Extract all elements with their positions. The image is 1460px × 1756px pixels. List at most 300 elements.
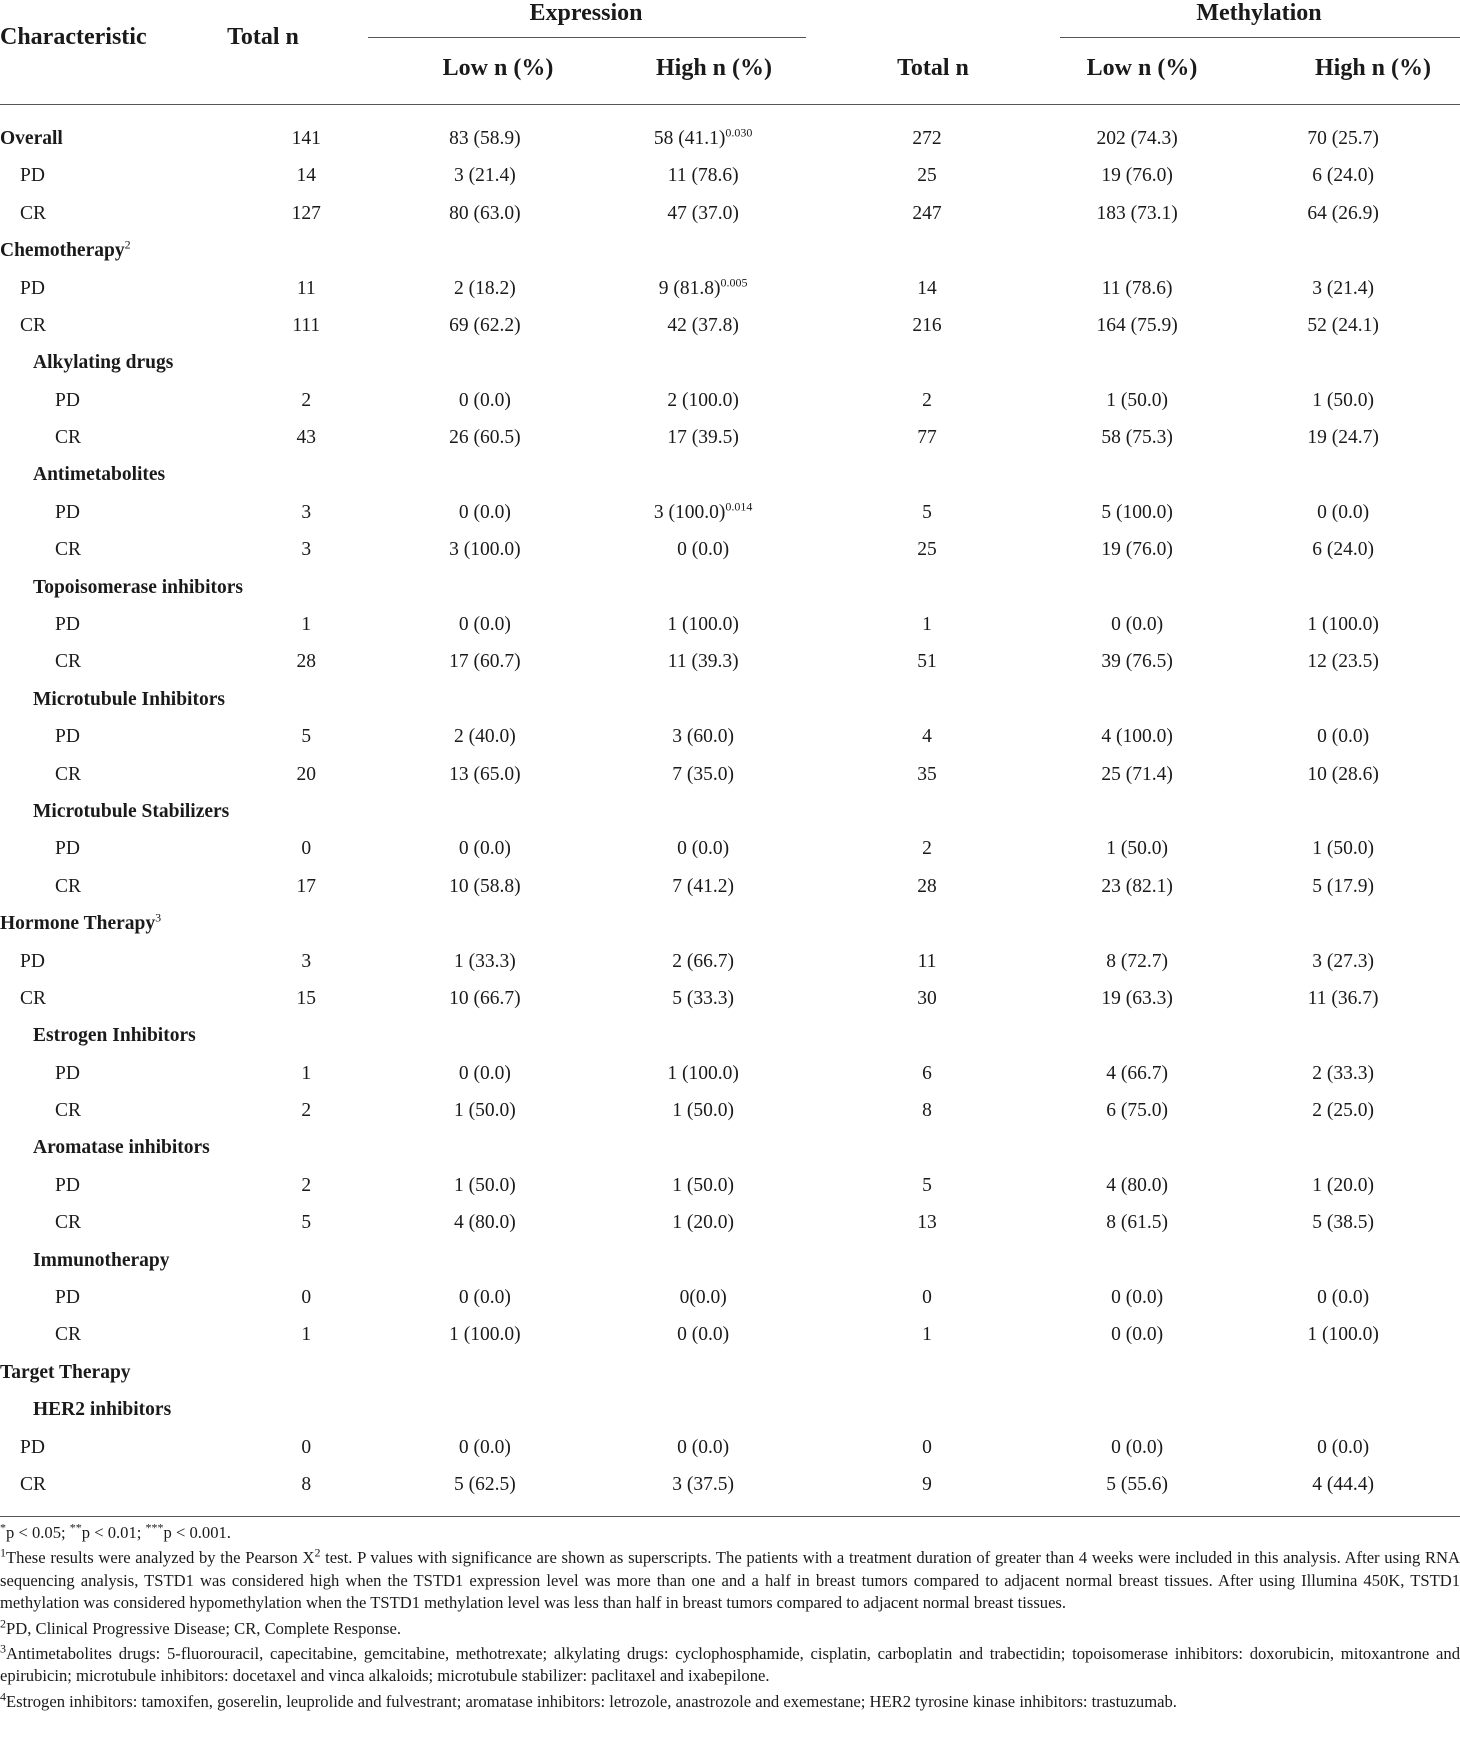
row-label: Microtubule Inhibitors — [33, 688, 225, 710]
table-row — [0, 457, 1460, 494]
expression-high-cell: 0 (0.0) — [677, 838, 730, 860]
expression-low-cell: 0 (0.0) — [458, 1436, 511, 1458]
table-row — [0, 1204, 1460, 1241]
expression-high-cell: 11 (78.6) — [667, 165, 739, 187]
expression-total-n-cell: 15 — [296, 987, 316, 1009]
methylation-low-cell: 202 (74.3) — [1096, 127, 1178, 149]
expression-high-cell — [600, 569, 806, 606]
table-row — [0, 830, 1460, 867]
methylation-high-cell — [1226, 1242, 1460, 1279]
row-label: PD — [20, 277, 45, 299]
expression-total-n-cell: 111 — [292, 314, 321, 336]
methylation-high-cell — [1226, 905, 1460, 942]
row-label: Chemotherapy$^2$ — [0, 237, 131, 262]
expression-high-cell: 2 (100.0) — [667, 389, 739, 411]
table-row — [0, 1354, 1460, 1391]
expression-low-cell — [369, 793, 600, 830]
table-row — [0, 1242, 1460, 1279]
row-label: CR — [55, 651, 82, 673]
methylation-total-n-cell: 13 — [917, 1212, 937, 1234]
methylation-low-cell: 0 (0.0) — [1111, 614, 1164, 636]
methylation-total-n-cell: 5 — [922, 501, 932, 523]
table-body — [0, 120, 1460, 1503]
methylation-high-cell — [1226, 681, 1460, 718]
expression-total-n-cell: 8 — [301, 1474, 312, 1495]
expression-high-cell — [600, 1242, 806, 1279]
footnote-3: $^3$Antimetabolites drugs: 5-fluorouracil, capecitabine, gemcitabine, methotrexate; alkylating drugs: cyclophosphamide, cisplatin, carboplatin and trabectidin; topoisomerase inhibitors: doxorubicin, mitoxantrone and epirubicin; microtubule inhibitors: docetaxel and vinca alkaloids; microtubule stabilizer: paclitaxel and ixabepilone. — [0, 1641, 1460, 1686]
expression-high-cell: 0 (0.0) — [677, 539, 730, 561]
methylation-total-n-cell: 14 — [917, 277, 937, 299]
expression-total-n-cell — [243, 905, 369, 942]
table-row — [0, 569, 1460, 606]
expression-high-cell: 7 (41.2) — [672, 875, 735, 897]
methylation-low-cell: 164 (75.9) — [1096, 314, 1178, 336]
methylation-high-cell: 19 (24.7) — [1307, 427, 1379, 449]
expression-high-cell — [600, 905, 806, 942]
footnotes — [0, 1522, 1460, 1716]
methylation-high-cell: 0 (0.0) — [1317, 1287, 1370, 1309]
row-label: PD — [55, 1287, 80, 1309]
expression-high-cell — [600, 232, 806, 269]
row-label: CR — [20, 987, 47, 1009]
expression-high-cell — [600, 1017, 806, 1054]
table-row — [0, 382, 1460, 419]
expression-total-n-cell — [243, 1354, 369, 1391]
expression-high-cell — [600, 793, 806, 830]
row-label: HER2 inhibitors — [33, 1399, 172, 1421]
row-label: PD — [55, 726, 80, 748]
header-low-expression: Low n (%) — [442, 55, 554, 81]
expression-total-n-cell: 1 — [301, 614, 312, 636]
methylation-low-cell — [1048, 232, 1226, 269]
expression-total-n-cell — [243, 681, 369, 718]
row-label: CR — [55, 875, 82, 897]
expression-low-cell: 2 (40.0) — [453, 726, 516, 748]
row-label: Topoisomerase inhibitors — [33, 576, 244, 598]
expression-high-cell: 42 (37.8) — [667, 314, 739, 336]
table-row — [0, 531, 1460, 568]
methylation-total-n-cell: 5 — [922, 1174, 932, 1196]
expression-high-cell — [600, 1354, 806, 1391]
table-row — [0, 157, 1460, 194]
methylation-low-cell: 5 (55.6) — [1106, 1474, 1168, 1495]
methylation-rule — [1060, 37, 1460, 38]
methylation-total-n-cell — [806, 457, 1048, 494]
methylation-low-cell — [1048, 569, 1226, 606]
methylation-low-cell: 6 (75.0) — [1106, 1100, 1168, 1122]
expression-high-cell: 47 (37.0) — [667, 202, 739, 224]
methylation-low-cell: 23 (82.1) — [1101, 875, 1173, 897]
table-row — [0, 1429, 1460, 1466]
methylation-total-n-cell: 0 — [922, 1436, 932, 1458]
methylation-high-cell: 0 (0.0) — [1317, 726, 1370, 748]
expression-total-n-cell — [243, 1242, 369, 1279]
header-high-methylation: High n (%) — [1314, 55, 1432, 81]
methylation-high-cell: 6 (24.0) — [1312, 165, 1375, 187]
expression-low-cell: 83 (58.9) — [449, 127, 521, 149]
methylation-high-cell: 3 (27.3) — [1312, 950, 1375, 972]
expression-low-cell: 5 (62.5) — [453, 1474, 516, 1495]
methylation-low-cell: 5 (100.0) — [1101, 501, 1173, 523]
table-row — [0, 681, 1460, 718]
row-label: CR — [20, 1474, 47, 1495]
expression-total-n-cell — [243, 1130, 369, 1167]
expression-total-n-cell: 3 — [301, 501, 312, 523]
expression-total-n-cell — [243, 1391, 369, 1428]
methylation-high-cell — [1226, 232, 1460, 269]
expression-total-n-cell: 14 — [296, 165, 316, 187]
expression-total-n-cell: 20 — [296, 763, 316, 785]
methylation-total-n-cell: 6 — [922, 1062, 932, 1084]
methylation-total-n-cell: 2 — [922, 389, 932, 411]
methylation-high-cell: 3 (21.4) — [1312, 277, 1375, 299]
row-label: PD — [55, 838, 80, 860]
table-row — [0, 307, 1460, 344]
methylation-high-cell — [1226, 457, 1460, 494]
expression-high-cell — [600, 1130, 806, 1167]
table-row — [0, 718, 1460, 755]
expression-low-cell: 0 (0.0) — [458, 838, 511, 860]
expression-total-n-cell: 1 — [301, 1324, 312, 1346]
expression-total-n-cell: 2 — [301, 389, 312, 411]
table-row — [0, 905, 1460, 942]
expression-low-cell: 4 (80.0) — [453, 1212, 516, 1234]
methylation-total-n-cell — [806, 1130, 1048, 1167]
expression-high-cell: 1 (20.0) — [672, 1212, 735, 1234]
footnote-1: $^1$These results were analyzed by the Pearson $X^2$ test. P values with significance are shown as superscripts. The patients with a treatment duration of greater than 4 weeks were included in this analysis. After using RNA sequencing analysis, TSTD1 was considered high when the TSTD1 expression level was more than one and a half in breast tumors compared to adjacent normal breast tissues. After using Illumina 450K, TSTD1 methylation was considered hypomethylation when the TSTD1 methylation level was less than half in breast tumors compared to adjacent normal breast tissues. — [0, 1545, 1460, 1613]
expression-high-cell — [600, 344, 806, 381]
expression-high-cell — [600, 681, 806, 718]
expression-low-cell — [369, 681, 600, 718]
expression-low-cell — [369, 1242, 600, 1279]
row-label: Aromatase inhibitors — [33, 1137, 210, 1159]
row-label: PD — [20, 950, 45, 972]
row-label: CR — [55, 539, 82, 561]
table-row — [0, 494, 1460, 531]
methylation-high-cell: 12 (23.5) — [1307, 651, 1379, 673]
table-bottom-rule — [0, 1516, 1460, 1517]
methylation-high-cell: 2 (25.0) — [1312, 1100, 1375, 1122]
expression-low-cell: 0 (0.0) — [458, 614, 511, 636]
expression-low-cell: 0 (0.0) — [458, 1287, 511, 1309]
methylation-total-n-cell — [806, 344, 1048, 381]
expression-low-cell: 17 (60.7) — [449, 651, 521, 673]
methylation-total-n-cell: 272 — [912, 127, 942, 149]
expression-total-n-cell — [243, 344, 369, 381]
expression-low-cell: 1 (33.3) — [453, 950, 516, 972]
table-row — [0, 943, 1460, 980]
row-label: Microtubule Stabilizers — [33, 800, 230, 822]
expression-low-cell — [369, 344, 600, 381]
methylation-high-cell: 2 (33.3) — [1312, 1062, 1375, 1084]
expression-total-n-cell: 5 — [301, 1212, 312, 1234]
methylation-total-n-cell — [806, 569, 1048, 606]
table-row — [0, 1130, 1460, 1167]
methylation-total-n-cell: 2 — [922, 838, 932, 860]
methylation-low-cell: 19 (76.0) — [1101, 165, 1173, 187]
methylation-low-cell: 11 (78.6) — [1101, 277, 1173, 299]
table-row — [0, 868, 1460, 905]
results-table — [0, 120, 1460, 1503]
expression-low-cell: 3 (21.4) — [453, 165, 516, 187]
expression-low-cell: 80 (63.0) — [449, 202, 521, 224]
expression-low-cell: 26 (60.5) — [449, 427, 521, 449]
expression-low-cell — [369, 1354, 600, 1391]
expression-low-cell: 0 (0.0) — [458, 501, 511, 523]
row-label: CR — [55, 1212, 82, 1234]
expression-low-cell — [369, 1017, 600, 1054]
table-row — [0, 270, 1460, 307]
expression-total-n-cell: 2 — [301, 1100, 312, 1122]
methylation-total-n-cell — [806, 1017, 1048, 1054]
methylation-total-n-cell: 51 — [917, 651, 937, 673]
row-label: Overall — [0, 127, 63, 149]
methylation-low-cell: 0 (0.0) — [1111, 1324, 1164, 1346]
table-row — [0, 1317, 1460, 1354]
methylation-high-cell: 1 (100.0) — [1307, 1324, 1379, 1346]
expression-total-n-cell: 1 — [301, 1062, 312, 1084]
expression-high-cell — [600, 1391, 806, 1428]
row-label: Alkylating drugs — [33, 352, 174, 374]
row-label: PD — [55, 389, 80, 411]
methylation-total-n-cell: 8 — [922, 1100, 932, 1122]
methylation-low-cell — [1048, 1130, 1226, 1167]
methylation-high-cell: 1 (100.0) — [1307, 614, 1379, 636]
expression-high-cell: 1 (100.0) — [667, 614, 739, 636]
methylation-low-cell: 1 (50.0) — [1106, 838, 1168, 860]
expression-high-cell: 3 (37.5) — [672, 1474, 735, 1495]
methylation-low-cell: 58 (75.3) — [1101, 427, 1173, 449]
table-row — [0, 1055, 1460, 1092]
row-label: PD — [20, 165, 45, 187]
methylation-low-cell: 19 (63.3) — [1101, 987, 1173, 1009]
table-row — [0, 793, 1460, 830]
row-label: PD — [55, 614, 80, 636]
expression-high-cell: 1 (100.0) — [667, 1062, 739, 1084]
table-row — [0, 1466, 1460, 1503]
methylation-total-n-cell: 30 — [917, 987, 937, 1009]
table-row — [0, 756, 1460, 793]
expression-total-n-cell: 28 — [296, 651, 316, 673]
row-label: Hormone Therapy$^3$ — [0, 910, 162, 935]
methylation-total-n-cell: 77 — [917, 427, 937, 449]
expression-total-n-cell: 5 — [301, 726, 312, 748]
expression-low-cell — [369, 1391, 600, 1428]
footnote-4: $^4$Estrogen inhibitors: tamoxifen, goserelin, leuprolide and fulvestrant; aromatase inhibitors: letrozole, anastrozole and exemestane; HER2 tyrosine kinase inhibitors: trastuzumab. — [0, 1689, 1177, 1711]
methylation-low-cell — [1048, 1391, 1226, 1428]
methylation-low-cell: 19 (76.0) — [1101, 539, 1173, 561]
expression-low-cell: 0 (0.0) — [458, 389, 511, 411]
expression-high-cell: 3 $(100.0)^{0.014}$ — [653, 499, 753, 523]
expression-low-cell — [369, 905, 600, 942]
methylation-high-cell — [1226, 569, 1460, 606]
methylation-total-n-cell: 25 — [917, 539, 937, 561]
methylation-high-cell: 11 (36.7) — [1307, 987, 1379, 1009]
methylation-high-cell: 0 (0.0) — [1317, 501, 1370, 523]
methylation-total-n-cell — [806, 1242, 1048, 1279]
methylation-low-cell: 8 (61.5) — [1106, 1212, 1168, 1234]
expression-total-n-cell — [243, 793, 369, 830]
row-label: PD — [55, 501, 80, 523]
expression-high-cell: 0(0.0) — [679, 1287, 727, 1309]
methylation-total-n-cell: 35 — [917, 763, 937, 785]
methylation-high-cell — [1226, 1391, 1460, 1428]
table-row — [0, 344, 1460, 381]
expression-total-n-cell — [243, 569, 369, 606]
methylation-high-cell — [1226, 793, 1460, 830]
table-row — [0, 419, 1460, 456]
expression-total-n-cell: 2 — [301, 1174, 312, 1196]
table-row — [0, 980, 1460, 1017]
methylation-low-cell: 4 (80.0) — [1106, 1174, 1168, 1196]
expression-low-cell: 69 (62.2) — [449, 314, 521, 336]
expression-low-cell — [369, 232, 600, 269]
expression-high-cell: 9 $(81.8)^{0.005}$ — [658, 275, 748, 299]
expression-total-n-cell: 3 — [301, 539, 312, 561]
expression-low-cell — [369, 569, 600, 606]
methylation-low-cell — [1048, 793, 1226, 830]
expression-total-n-cell — [243, 1017, 369, 1054]
methylation-high-cell: 10 (28.6) — [1307, 763, 1379, 785]
methylation-high-cell: 64 (26.9) — [1307, 202, 1379, 224]
header-characteristic: Characteristic — [0, 24, 147, 50]
footnote-significance: *p < 0.05; **p < 0.01; ***p < 0.001. — [0, 1520, 231, 1542]
expression-low-cell: 13 (65.0) — [449, 763, 521, 785]
expression-high-cell: 1 (50.0) — [672, 1174, 735, 1196]
row-label: CR — [55, 1324, 82, 1346]
header-methylation: Methylation — [1196, 0, 1322, 26]
expression-total-n-cell: 0 — [301, 1436, 312, 1458]
table-row — [0, 120, 1460, 157]
expression-low-cell — [369, 1130, 600, 1167]
methylation-low-cell: 8 (72.7) — [1106, 950, 1168, 972]
row-label: CR — [20, 314, 47, 336]
row-label: PD — [55, 1174, 80, 1196]
methylation-high-cell: 4 (44.4) — [1312, 1474, 1375, 1495]
table-row — [0, 1017, 1460, 1054]
expression-low-cell — [369, 457, 600, 494]
expression-high-cell: 2 (66.7) — [672, 950, 735, 972]
methylation-low-cell — [1048, 344, 1226, 381]
row-label: CR — [55, 1100, 82, 1122]
methylation-low-cell: 25 (71.4) — [1101, 763, 1173, 785]
methylation-low-cell: 39 (76.5) — [1101, 651, 1173, 673]
header-total-n-methylation: Total n — [897, 55, 969, 81]
row-label: Antimetabolites — [33, 464, 166, 486]
methylation-high-cell — [1226, 1017, 1460, 1054]
row-label: CR — [55, 763, 82, 785]
methylation-low-cell: 1 (50.0) — [1106, 389, 1168, 411]
methylation-high-cell: 5 (17.9) — [1312, 875, 1375, 897]
expression-high-cell: 0 (0.0) — [677, 1324, 730, 1346]
expression-total-n-cell — [243, 457, 369, 494]
methylation-high-cell: 1 (50.0) — [1312, 838, 1375, 860]
expression-high-cell: 58 $(41.1)^{0.030}$ — [653, 125, 753, 149]
methylation-total-n-cell: 25 — [917, 165, 937, 187]
methylation-total-n-cell: 216 — [912, 314, 942, 336]
table-row — [0, 195, 1460, 232]
methylation-total-n-cell: 1 — [922, 1324, 932, 1346]
methylation-total-n-cell: 1 — [922, 614, 932, 636]
expression-high-cell: 1 (50.0) — [672, 1100, 735, 1122]
expression-rule — [368, 37, 806, 38]
methylation-total-n-cell: 247 — [912, 202, 942, 224]
methylation-total-n-cell — [806, 1391, 1048, 1428]
table-row — [0, 1167, 1460, 1204]
table-header — [0, 0, 1460, 108]
footnote-2: $^2$PD, Clinical Progressive Disease; CR, Complete Response. — [0, 1616, 401, 1638]
row-label: Target Therapy — [0, 1361, 131, 1383]
methylation-low-cell — [1048, 1354, 1226, 1391]
expression-total-n-cell: 141 — [291, 127, 321, 149]
expression-high-cell: 0 (0.0) — [677, 1436, 730, 1458]
methylation-total-n-cell — [806, 232, 1048, 269]
methylation-low-cell — [1048, 681, 1226, 718]
methylation-high-cell: 5 (38.5) — [1312, 1212, 1375, 1234]
methylation-high-cell — [1226, 1130, 1460, 1167]
row-label: PD — [20, 1436, 45, 1458]
methylation-low-cell — [1048, 1242, 1226, 1279]
expression-high-cell: 17 (39.5) — [667, 427, 739, 449]
methylation-high-cell: 70 (25.7) — [1307, 127, 1379, 149]
methylation-high-cell — [1226, 1354, 1460, 1391]
expression-total-n-cell: 0 — [301, 838, 312, 860]
expression-total-n-cell: 127 — [291, 202, 321, 224]
expression-total-n-cell: 3 — [301, 950, 312, 972]
methylation-total-n-cell: 28 — [917, 875, 937, 897]
methylation-low-cell: 4 (66.7) — [1106, 1062, 1168, 1084]
methylation-high-cell — [1226, 344, 1460, 381]
table-row — [0, 1279, 1460, 1316]
methylation-total-n-cell: 9 — [922, 1474, 932, 1495]
methylation-total-n-cell — [806, 1354, 1048, 1391]
expression-high-cell — [600, 457, 806, 494]
expression-low-cell: 1 (50.0) — [453, 1174, 516, 1196]
header-total-n-expression: Total n — [227, 24, 299, 50]
row-label: Estrogen Inhibitors — [33, 1025, 196, 1047]
expression-total-n-cell: 17 — [296, 875, 316, 897]
table-row — [0, 606, 1460, 643]
methylation-total-n-cell: 11 — [917, 950, 937, 972]
methylation-high-cell: 0 (0.0) — [1317, 1436, 1370, 1458]
methylation-total-n-cell: 4 — [922, 726, 932, 748]
header-bottom-rule — [0, 104, 1460, 105]
expression-low-cell: 1 (50.0) — [453, 1100, 516, 1122]
header-high-expression: High n (%) — [655, 55, 773, 81]
row-label: Immunotherapy — [33, 1249, 170, 1271]
row-label: CR — [20, 202, 47, 224]
expression-low-cell: 3 (100.0) — [449, 539, 521, 561]
expression-low-cell: 2 (18.2) — [453, 277, 516, 299]
table-row — [0, 1391, 1460, 1428]
methylation-total-n-cell: 0 — [922, 1287, 932, 1309]
table-row — [0, 1092, 1460, 1129]
expression-low-cell: 10 (58.8) — [449, 875, 521, 897]
methylation-low-cell — [1048, 905, 1226, 942]
expression-total-n-cell: 43 — [296, 427, 316, 449]
methylation-low-cell: 0 (0.0) — [1111, 1287, 1164, 1309]
expression-total-n-cell — [243, 232, 369, 269]
expression-high-cell: 7 (35.0) — [672, 763, 735, 785]
methylation-low-cell: 4 (100.0) — [1101, 726, 1173, 748]
methylation-low-cell — [1048, 457, 1226, 494]
methylation-total-n-cell — [806, 793, 1048, 830]
methylation-high-cell: 1 (50.0) — [1312, 389, 1375, 411]
methylation-low-cell: 183 (73.1) — [1096, 202, 1178, 224]
methylation-total-n-cell — [806, 905, 1048, 942]
row-label: PD — [55, 1062, 80, 1084]
methylation-high-cell: 6 (24.0) — [1312, 539, 1375, 561]
